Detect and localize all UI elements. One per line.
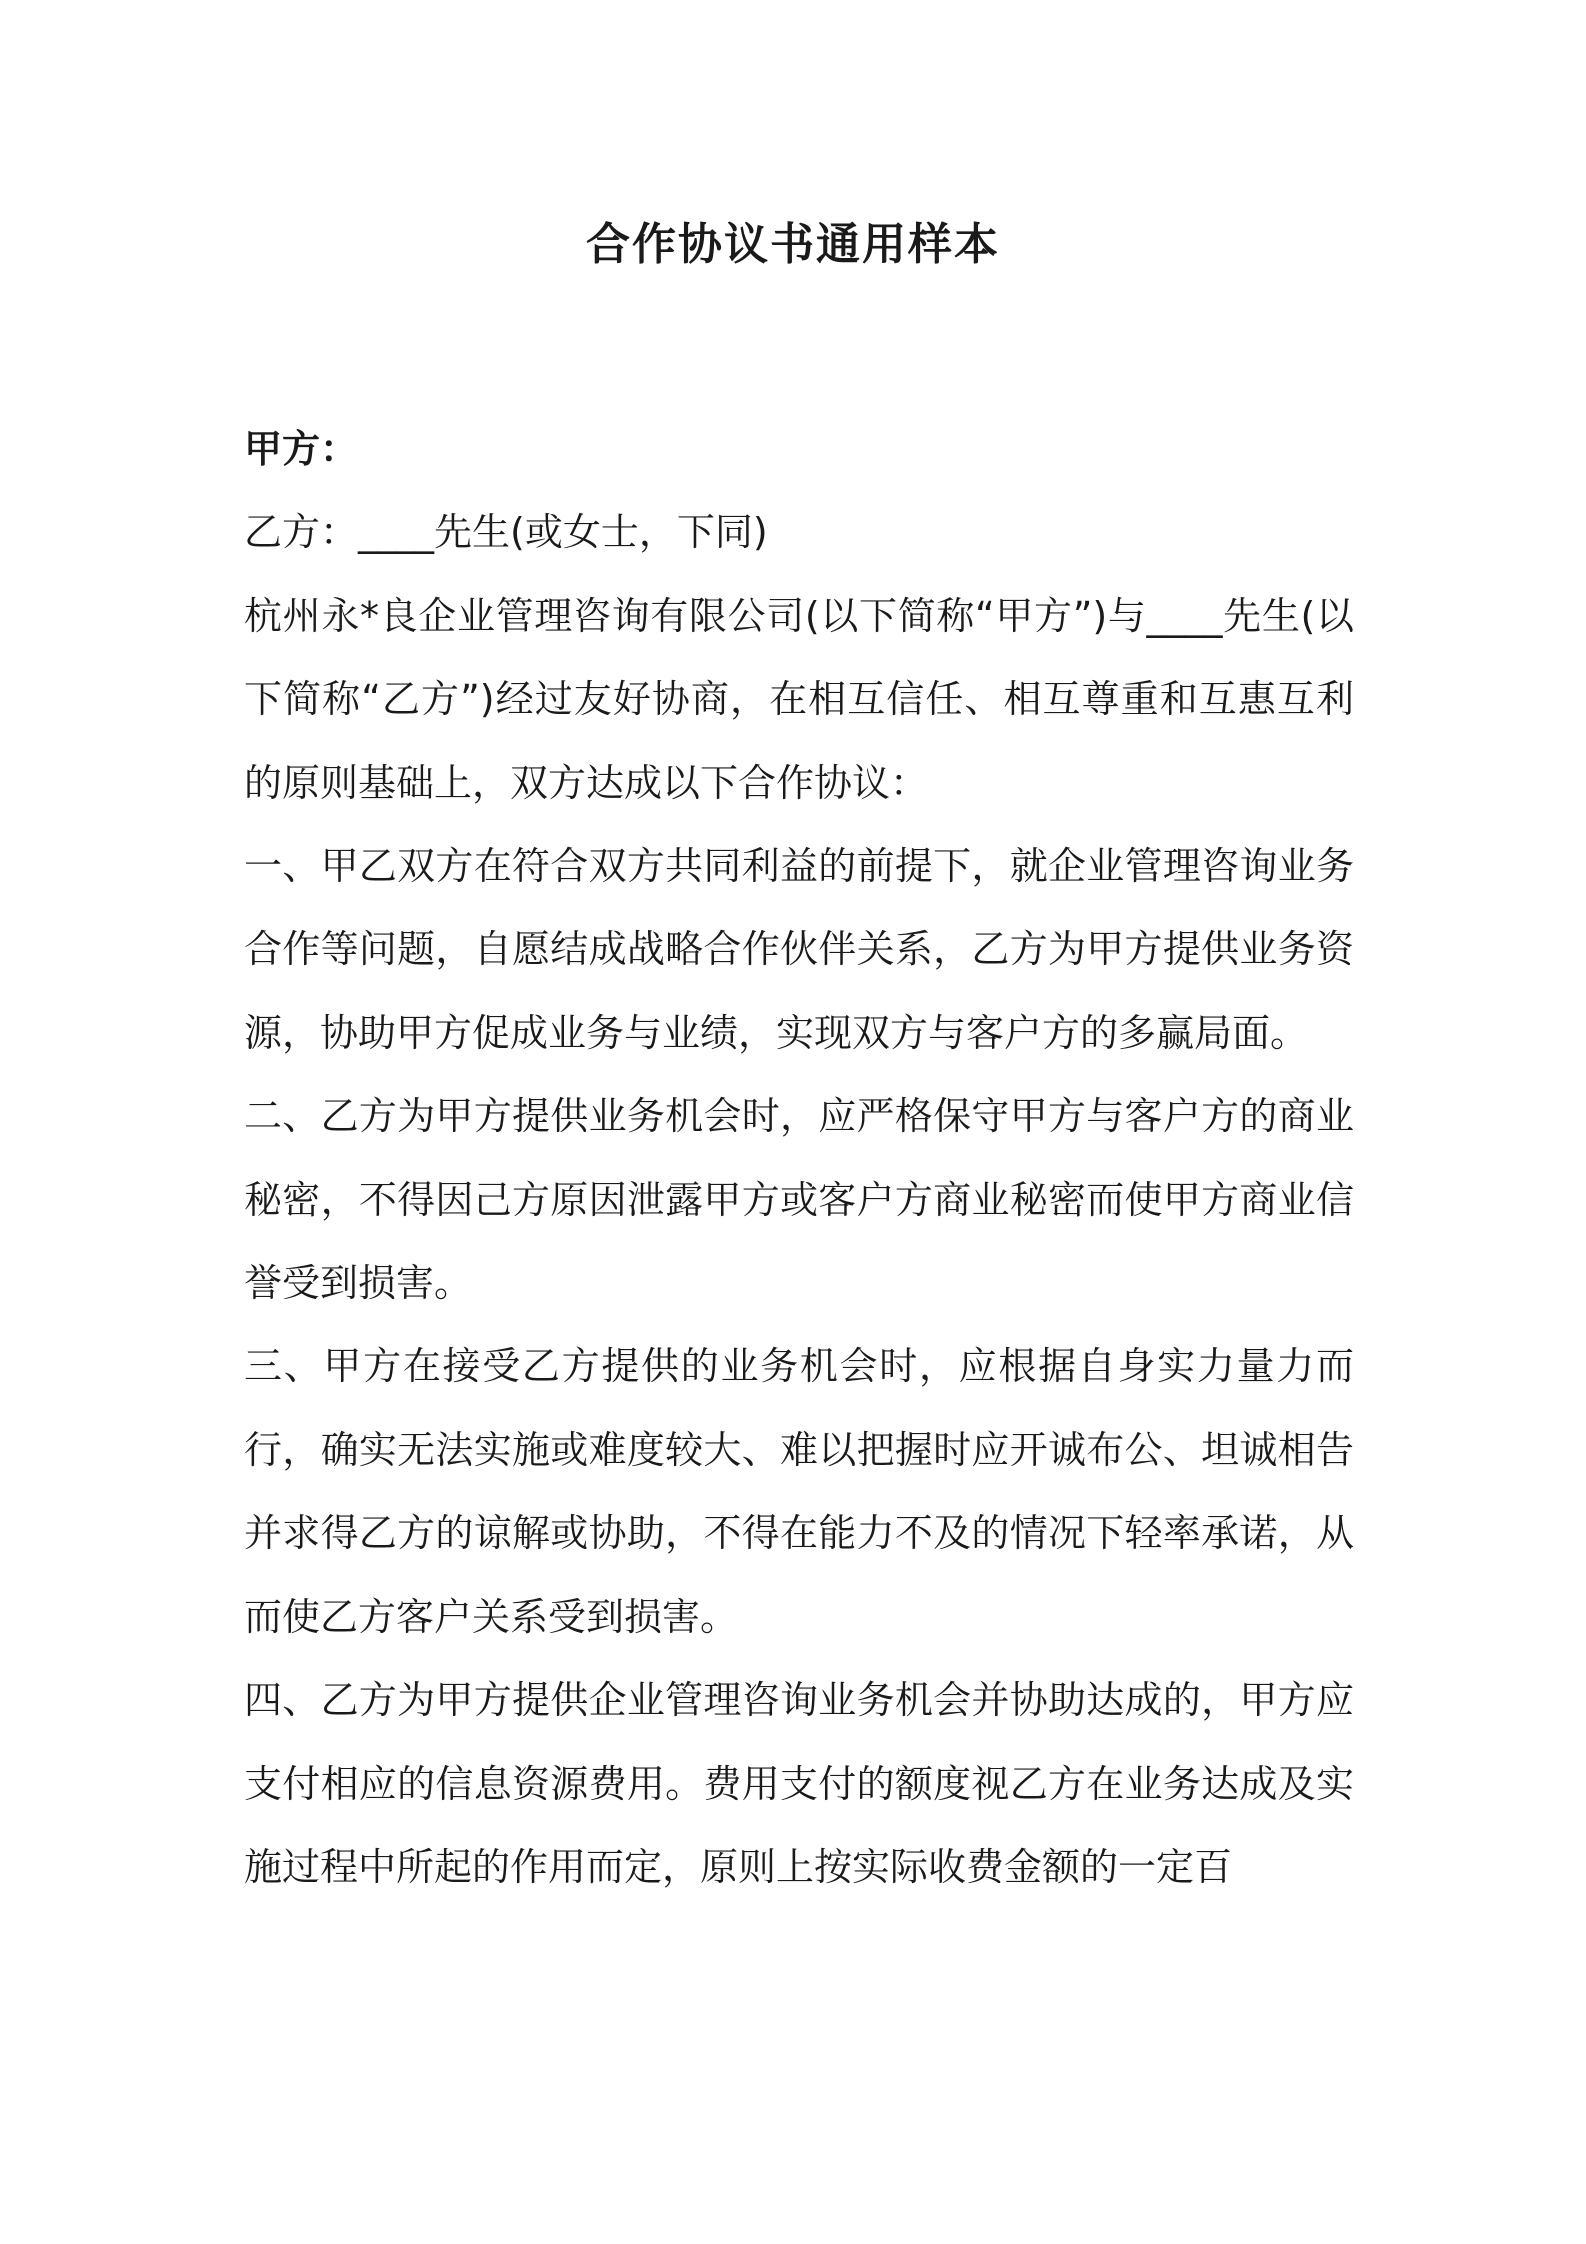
document-title: 合作协议书通用样本: [586, 219, 1000, 270]
clause-1: 一、甲乙双方在符合双方共同利益的前提下，就企业管理咨询业务合作等问题，自愿结成战略合作伙伴关系，乙方为甲方提供业务资源，协助甲方促成业务与业绩，实现双方与客户方的多赢局面。: [244, 844, 1354, 1055]
clause-3: 三、甲方在接受乙方提供的业务机会时，应根据自身实力量力而行，确实无法实施或难度较大、难以把握时应开诚布公、坦诚相告并求得乙方的谅解或协助，不得在能力不及的情况下轻率承诺，从而使乙方客户关系受到损害。: [244, 1344, 1354, 1639]
clause-2: 二、乙方为甲方提供业务机会时，应严格保守甲方与客户方的商业秘密，不得因己方原因泄露甲方或客户方商业秘密而使甲方商业信誉受到损害。: [244, 1094, 1354, 1306]
clause-4: 四、乙方为甲方提供企业管理咨询业务机会并协助达成的，甲方应支付相应的信息资源费用。费用支付的额度视乙方在业务达成及实施过程中所起的作用而定，原则上按实际收费金额的一定百: [244, 1678, 1354, 1889]
preamble-paragraph: 杭州永*良企业管理咨询有限公司(以下简称“甲方”)与____先生(以下简称“乙方”)经过友好协商，在相互信任、相互尊重和互惠互利的原则基础上，双方达成以下合作协议：: [244, 593, 1354, 805]
party-a-line: 甲方：: [244, 427, 359, 471]
party-b-line: 乙方：____先生(或女士，下同): [244, 510, 768, 555]
document-body: [244, 408, 1354, 1909]
